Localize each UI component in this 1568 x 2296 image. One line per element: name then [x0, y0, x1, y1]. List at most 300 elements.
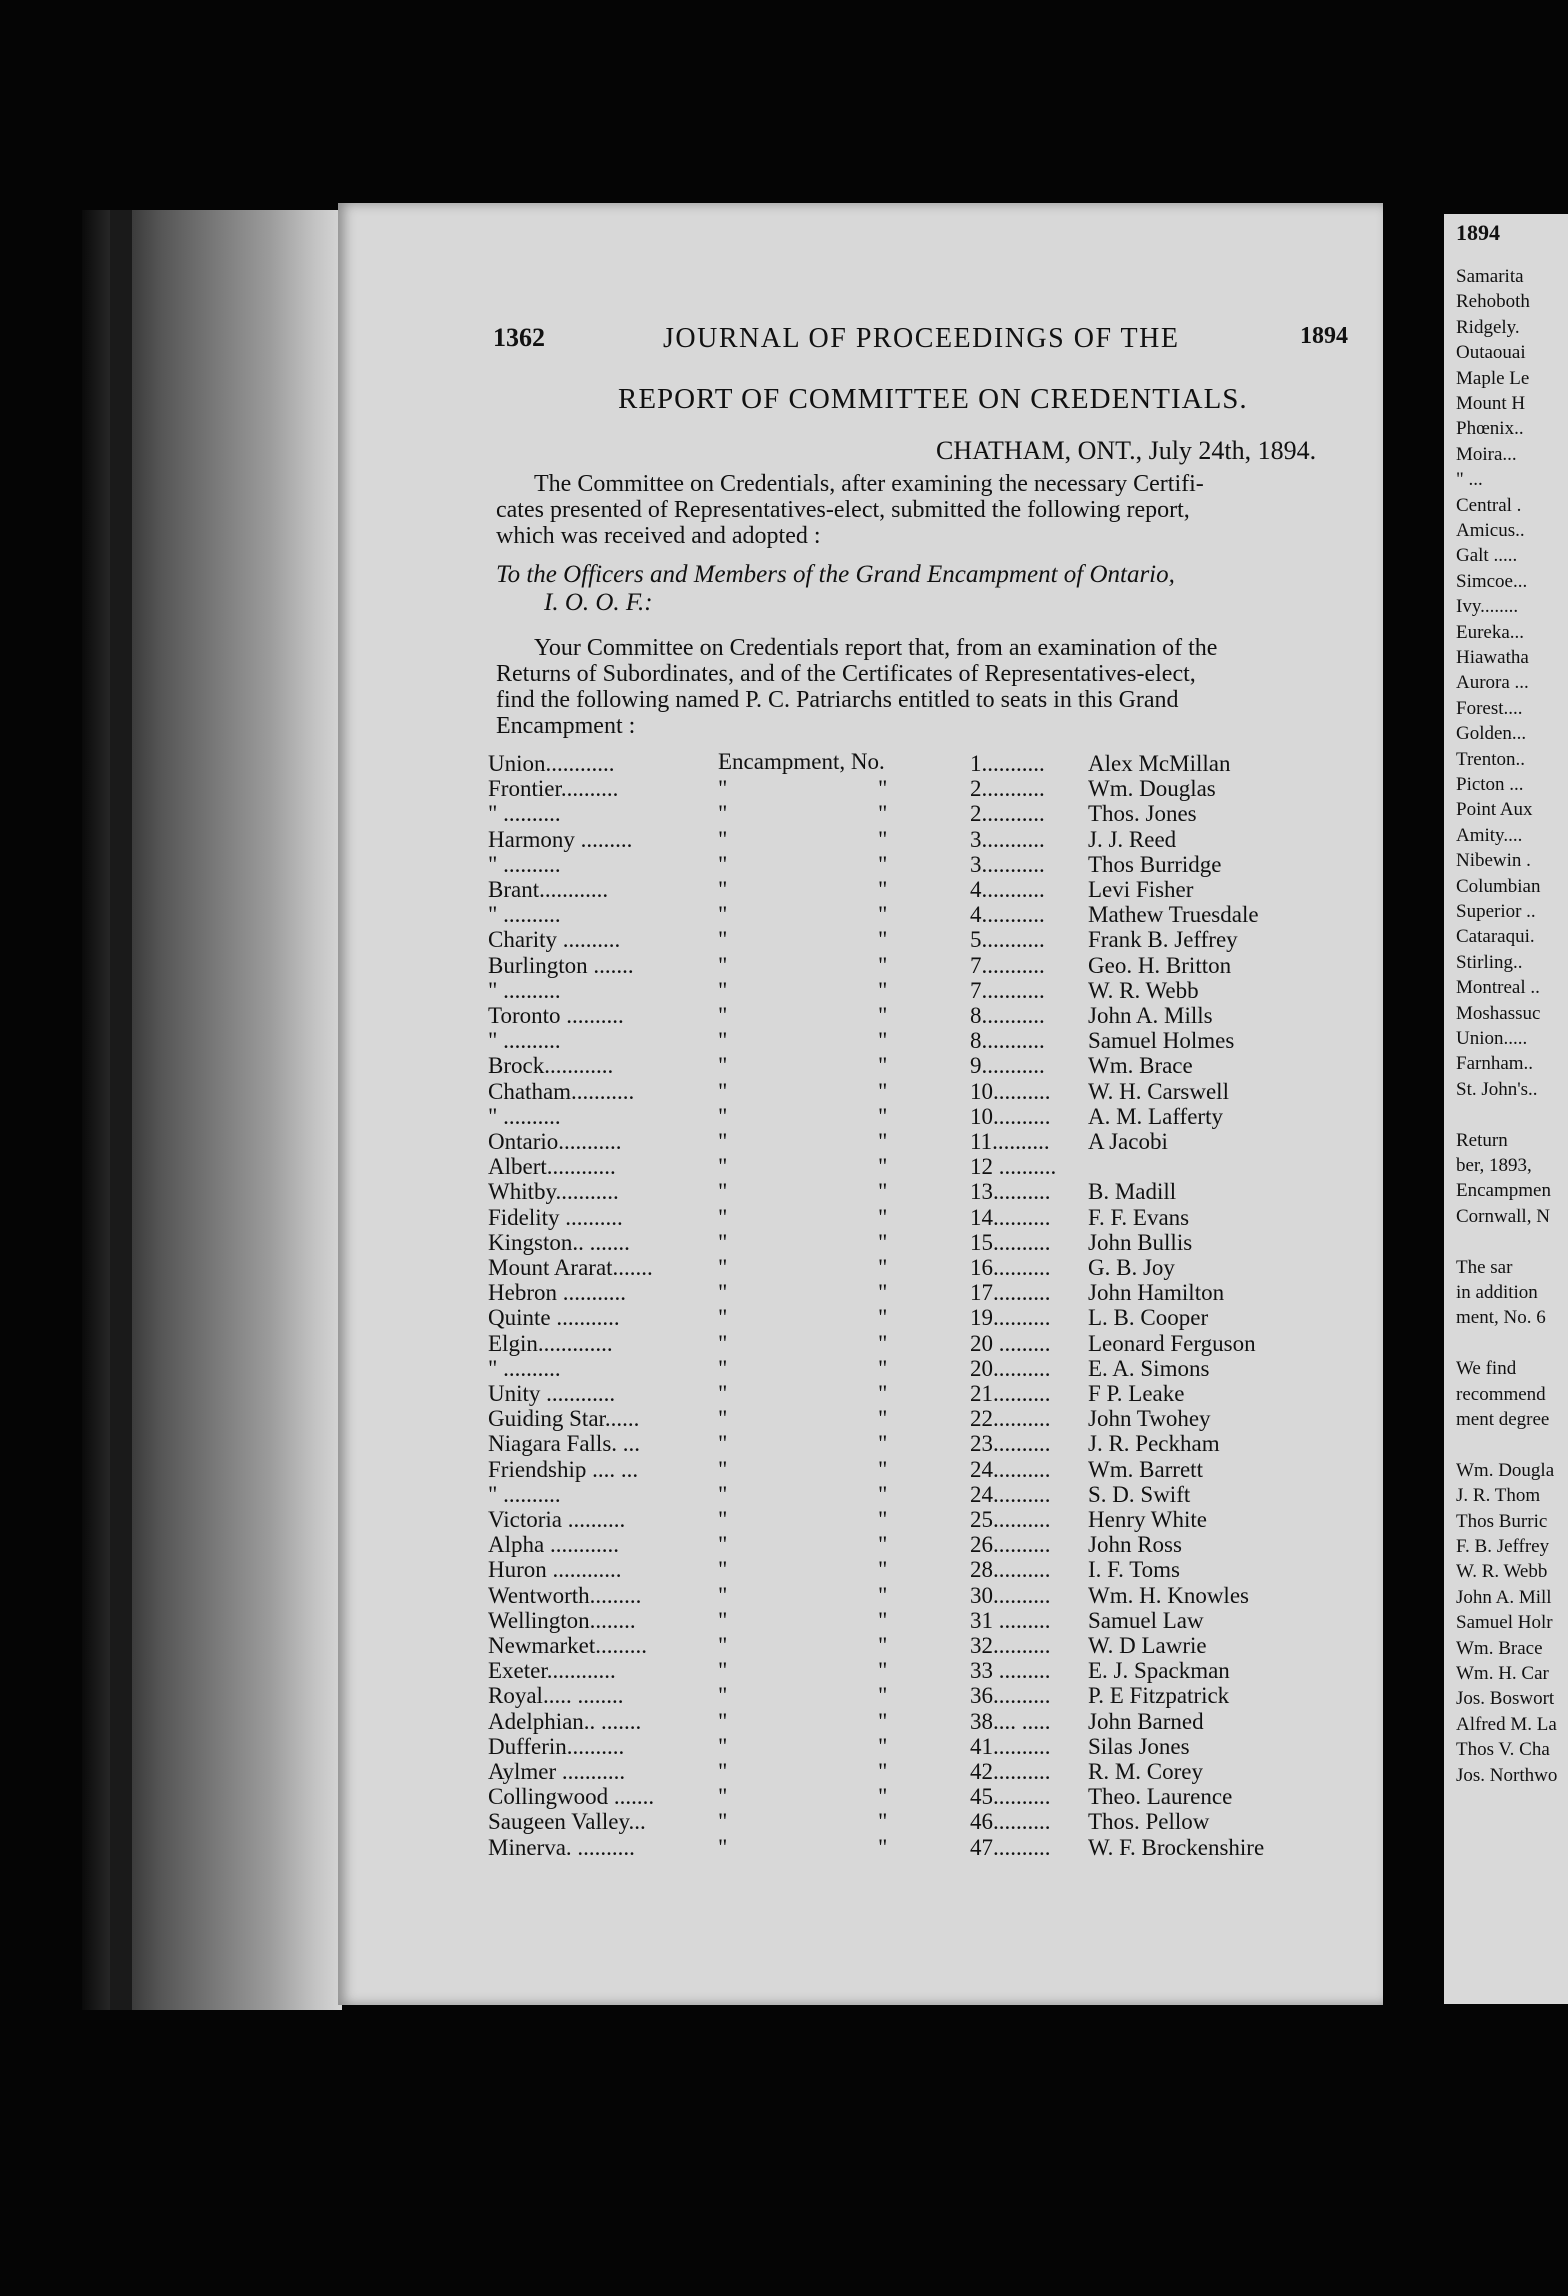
number-ditto: " [878, 1103, 888, 1129]
encampment-ditto: " [718, 1708, 728, 1734]
right-page-line: ber, 1893, [1456, 1155, 1532, 1176]
entry-row [488, 1431, 1368, 1457]
lodge-name: Kingston.. ....... [488, 1229, 630, 1255]
right-page-line: F. B. Jeffrey [1456, 1536, 1550, 1557]
representative-name: John A. Mills [1088, 1003, 1213, 1028]
right-page-line: Samarita [1456, 266, 1524, 287]
right-page-line: Mount H [1456, 393, 1526, 414]
right-page-line: Stirling.. [1456, 951, 1523, 973]
representative-name: Thos Burridge [1088, 851, 1222, 877]
right-page-line: ment, No. 6 [1456, 1307, 1546, 1329]
encampment-ditto: " [718, 1255, 728, 1280]
lodge-name: " .......... [488, 1028, 561, 1054]
representative-name: S. D. Swift [1088, 1481, 1191, 1507]
encampment-number: 28.......... [970, 1557, 1051, 1583]
running-head: JOURNAL OF PROCEEDINGS OF THE [663, 323, 1180, 354]
right-page-line: Forest.... [1456, 697, 1523, 719]
entry-row [488, 1835, 1368, 1861]
number-ditto: " [878, 1003, 888, 1028]
encampment-number: 36.......... [970, 1683, 1051, 1709]
representative-name: F P. Leake [1088, 1381, 1185, 1406]
encampment-number: 46.......... [970, 1809, 1051, 1835]
encampment-number: 47.......... [970, 1834, 1051, 1860]
lodge-name: " .......... [488, 851, 561, 877]
entry-row [488, 776, 1368, 802]
entry-row [488, 902, 1368, 928]
representative-name: W. D Lawrie [1088, 1633, 1207, 1658]
representative-name: Alex McMillan [1088, 751, 1231, 776]
report-title: REPORT OF COMMITTEE ON CREDENTIALS. [618, 383, 1248, 415]
encampment-ditto: " [718, 902, 728, 928]
right-page-line: Wm. H. Car [1456, 1663, 1549, 1684]
intro-paragraph [496, 471, 1356, 549]
right-page-line: Amity.... [1456, 824, 1523, 846]
representative-name: John Barned [1088, 1708, 1204, 1734]
encampment-number: 11.......... [970, 1129, 1050, 1154]
right-page-line: Ivy........ [1456, 596, 1519, 618]
representative-name: Frank B. Jeffrey [1088, 927, 1238, 953]
right-page-line: The sar [1456, 1256, 1513, 1278]
right-page-line: recommend [1456, 1383, 1546, 1405]
number-ditto: " [878, 1229, 888, 1255]
encampment-number: 3........... [970, 826, 1045, 852]
encampment-number: 5........... [970, 927, 1045, 953]
right-page-fragment [1444, 214, 1568, 2004]
right-page-line: Trenton.. [1456, 748, 1525, 770]
encampment-number: 26.......... [970, 1532, 1051, 1558]
encampment-number: 24.......... [970, 1481, 1051, 1507]
lodge-name: Friendship .... ... [488, 1456, 639, 1482]
number-ditto: " [878, 1129, 888, 1154]
right-page-line: Moshassuc [1456, 1002, 1541, 1024]
representative-name: J. J. Reed [1088, 826, 1177, 852]
right-page-line: Thos V. Cha [1456, 1739, 1550, 1761]
number-ditto: " [878, 1507, 888, 1532]
number-ditto: " [878, 1028, 888, 1054]
right-page-line: ment degree [1456, 1409, 1550, 1430]
lodge-name: Minerva. .......... [488, 1834, 635, 1860]
encampment-ditto: " [718, 1381, 728, 1406]
header-year: 1894 [1300, 323, 1348, 349]
lodge-name: Aylmer ........... [488, 1759, 626, 1784]
representative-name: John Bullis [1088, 1229, 1193, 1255]
encampment-ditto: " [718, 1431, 728, 1457]
encampment-ditto: " [718, 1330, 728, 1356]
encampment-number: 7........... [970, 952, 1045, 978]
lodge-name: Ontario........... [488, 1129, 622, 1154]
number-ditto: " [878, 1532, 888, 1558]
encampment-ditto: " [718, 1129, 728, 1154]
entry-row [488, 1709, 1368, 1735]
right-page-line: Jos. Boswort [1456, 1688, 1555, 1710]
right-page-line: Galt ..... [1456, 545, 1518, 567]
book-spine-edge [110, 210, 132, 2010]
right-page-line: Simcoe... [1456, 570, 1528, 592]
lodge-name: Elgin............. [488, 1330, 613, 1356]
entry-row [488, 1305, 1368, 1331]
encampment-number: 41.......... [970, 1733, 1051, 1759]
encampment-number: 17.......... [970, 1280, 1051, 1306]
encampment-number: 15.......... [970, 1229, 1051, 1255]
representative-name: Levi Fisher [1088, 877, 1194, 902]
lodge-name: Burlington ....... [488, 952, 634, 978]
right-page-line: Rehoboth [1456, 291, 1530, 313]
number-ditto: " [878, 1305, 888, 1331]
number-ditto: " [878, 776, 888, 802]
encampment-ditto: " [718, 952, 728, 978]
right-page-line: Cataraqui. [1456, 926, 1535, 948]
entry-row [488, 1406, 1368, 1432]
number-ditto: " [878, 1204, 888, 1230]
encampment-ditto: " [718, 1733, 728, 1759]
entry-row [488, 801, 1368, 827]
number-ditto: " [878, 851, 888, 877]
right-page-line: Return [1456, 1129, 1508, 1151]
lodge-name: Albert............ [488, 1154, 616, 1180]
lodge-name: " .......... [488, 1481, 561, 1507]
representative-name: W. F. Brockenshire [1088, 1834, 1265, 1860]
entry-row [488, 852, 1368, 878]
lodge-name: Saugeen Valley... [488, 1809, 646, 1835]
body-line: Your Committee on Credentials report that, from an examination of the [534, 635, 1218, 661]
entry-row [488, 877, 1368, 903]
entry-row [488, 1608, 1368, 1634]
encampment-ditto: " [718, 1784, 728, 1810]
right-page-line: St. John's.. [1456, 1078, 1538, 1100]
number-ditto: " [878, 1582, 888, 1608]
encampment-ditto: " [718, 927, 728, 953]
number-ditto: " [878, 1406, 888, 1432]
encampment-number: 10.......... [970, 1103, 1051, 1129]
right-page-line: Jos. Northwo [1456, 1764, 1558, 1786]
lodge-name: Royal..... ........ [488, 1683, 624, 1709]
page-header [338, 323, 1383, 363]
number-ditto: " [878, 1784, 888, 1810]
encampment-number: 45.......... [970, 1784, 1051, 1810]
address-line: To the Officers and Members of the Grand Encampment of Ontario, [496, 561, 1175, 588]
number-ditto: " [878, 1809, 888, 1835]
entry-row [488, 1230, 1368, 1256]
lodge-name: Newmarket......... [488, 1633, 648, 1658]
entry-row [488, 1154, 1368, 1180]
number-ditto: " [878, 1355, 888, 1381]
encampment-ditto: " [718, 1078, 728, 1104]
encampment-ditto: " [718, 1633, 728, 1658]
entry-row [488, 1205, 1368, 1231]
encampment-ditto: " [718, 776, 728, 802]
lodge-name: Union............ [488, 751, 615, 776]
encampment-ditto: " [718, 1557, 728, 1583]
number-ditto: " [878, 1456, 888, 1482]
lodge-name: Wellington........ [488, 1607, 636, 1633]
representative-name: Wm. Barrett [1088, 1456, 1203, 1482]
encampment-ditto: " [718, 1683, 728, 1709]
lodge-name: Alpha ............ [488, 1532, 619, 1558]
right-page-line: Columbian [1456, 875, 1541, 897]
lodge-name: Brock............ [488, 1053, 614, 1079]
entry-row [488, 1482, 1368, 1508]
right-page-line: Union..... [1456, 1028, 1528, 1049]
intro-line: The Committee on Credentials, after examining the necessary Certifi- [534, 471, 1204, 497]
right-page-line: Point Aux [1456, 799, 1533, 821]
representative-name: J. R. Peckham [1088, 1431, 1220, 1457]
representative-name: Henry White [1088, 1507, 1208, 1532]
representative-name: I. F. Toms [1088, 1557, 1180, 1583]
entry-row [488, 1179, 1368, 1205]
encampment-ditto: " [718, 1305, 728, 1331]
entry-row [488, 1557, 1368, 1583]
entry-row [488, 1255, 1368, 1281]
intro-line: which was received and adopted : [496, 523, 821, 549]
right-page-line: Picton ... [1456, 774, 1524, 795]
body-line: Encampment : [496, 713, 636, 739]
lodge-name: " .......... [488, 801, 561, 827]
encampment-ditto: " [718, 877, 728, 902]
lodge-name: Quinte ........... [488, 1305, 620, 1331]
address [496, 561, 1356, 617]
right-page-line: Wm. Brace [1456, 1637, 1543, 1659]
encampment-number: 25.......... [970, 1507, 1051, 1532]
lodge-name: Charity .......... [488, 927, 621, 953]
encampment-number: 10.......... [970, 1078, 1051, 1104]
number-ditto: " [878, 952, 888, 978]
representative-name: Samuel Holmes [1088, 1028, 1235, 1054]
number-ditto: " [878, 1759, 888, 1784]
number-ditto: " [878, 1607, 888, 1633]
encampment-ditto: " [718, 1229, 728, 1255]
right-page-line: Alfred M. La [1456, 1713, 1557, 1735]
lodge-name: " .......... [488, 902, 561, 928]
number-ditto: " [878, 1633, 888, 1658]
body-line: Returns of Subordinates, and of the Certificates of Representatives-elect, [496, 661, 1196, 687]
right-page-line: Superior .. [1456, 901, 1536, 922]
encampment-number: 42.......... [970, 1759, 1051, 1784]
encampment-number: 19.......... [970, 1305, 1051, 1331]
lodge-name: " .......... [488, 977, 561, 1003]
entry-row [488, 927, 1368, 953]
lodge-name: Niagara Falls. ... [488, 1431, 641, 1457]
right-page-line: " ... [1456, 469, 1483, 491]
entry-row [488, 1759, 1368, 1785]
encampment-number: 14.......... [970, 1204, 1051, 1230]
representative-name: A Jacobi [1088, 1129, 1168, 1154]
encampment-number: 21.......... [970, 1381, 1051, 1406]
representative-name: R. M. Corey [1088, 1759, 1203, 1784]
entry-row [488, 1633, 1368, 1659]
right-page-line: Maple Le [1456, 367, 1530, 389]
encampment-ditto: " [718, 1406, 728, 1432]
right-page-line: John A. Mill [1456, 1586, 1552, 1608]
encampment-number: 22.......... [970, 1406, 1051, 1432]
encampment-ditto: " [718, 1658, 728, 1684]
representative-name: Wm. Douglas [1088, 776, 1216, 802]
encampment-number: 9........... [970, 1053, 1045, 1079]
number-ditto: " [878, 1053, 888, 1079]
dateline: CHATHAM, ONT., July 24th, 1894. [936, 436, 1317, 465]
representative-name: Theo. Laurence [1088, 1784, 1233, 1810]
number-ditto: " [878, 1179, 888, 1205]
encampment-number: 13.......... [970, 1179, 1051, 1205]
lodge-name: Brant............ [488, 877, 609, 902]
encampment-number: 30.......... [970, 1582, 1051, 1608]
right-page-line: W. R. Webb [1456, 1561, 1548, 1583]
encampment-number: 1........... [970, 751, 1045, 776]
number-ditto: " [878, 902, 888, 928]
encampment-ditto: " [718, 1355, 728, 1381]
encampment-number: 32.......... [970, 1633, 1051, 1658]
representative-name: John Twohey [1088, 1406, 1211, 1432]
number-ditto: " [878, 927, 888, 953]
entry-row [488, 1734, 1368, 1760]
encampment-ditto: " [718, 1607, 728, 1633]
representative-name: Thos. Pellow [1088, 1809, 1210, 1835]
encampment-ditto: " [718, 801, 728, 827]
representative-name: W. H. Carswell [1088, 1078, 1229, 1104]
lodge-name: Frontier.......... [488, 776, 619, 802]
encampment-ditto: " [718, 1204, 728, 1230]
right-page-year: 1894 [1456, 220, 1500, 245]
lodge-name: " .......... [488, 1355, 561, 1381]
entry-row [488, 978, 1368, 1004]
entry-row [488, 1507, 1368, 1533]
column-head: Encampment, No. [718, 749, 885, 774]
representative-name: F. F. Evans [1088, 1204, 1190, 1230]
representative-name: John Hamilton [1088, 1280, 1225, 1306]
representative-name: A. M. Lafferty [1088, 1103, 1223, 1129]
lodge-name: Collingwood ....... [488, 1784, 655, 1810]
number-ditto: " [878, 1557, 888, 1583]
right-page-line: Ridgely. [1456, 316, 1520, 338]
lodge-name: Victoria .......... [488, 1507, 626, 1532]
right-page-line: J. R. Thom [1456, 1485, 1541, 1507]
entry-row [488, 1003, 1368, 1029]
representative-name: Thos. Jones [1088, 801, 1197, 827]
lodge-name: Guiding Star...... [488, 1406, 640, 1432]
entry-row [488, 1457, 1368, 1483]
entry-row [488, 1381, 1368, 1407]
encampment-number: 12 .......... [970, 1154, 1057, 1180]
right-page-line: We find [1456, 1358, 1517, 1380]
encampment-ditto: " [718, 1103, 728, 1129]
number-ditto: " [878, 1683, 888, 1709]
encampment-ditto: " [718, 1179, 728, 1205]
entry-row [488, 1809, 1368, 1835]
representative-name: B. Madill [1088, 1179, 1177, 1205]
lodge-name: Exeter............ [488, 1658, 616, 1684]
encampment-number: 2........... [970, 801, 1045, 827]
right-page-line: Encampmen [1456, 1180, 1551, 1202]
number-ditto: " [878, 1255, 888, 1280]
encampment-ditto: " [718, 1053, 728, 1079]
representative-name: P. E Fitzpatrick [1088, 1683, 1230, 1709]
right-page-line: Thos Burric [1456, 1510, 1548, 1532]
lodge-name: " .......... [488, 1103, 561, 1129]
lodge-name: Huron ............ [488, 1557, 622, 1583]
encampment-ditto: " [718, 1532, 728, 1558]
encampment-ditto: " [718, 977, 728, 1003]
lodge-name: Toronto .......... [488, 1003, 624, 1028]
encampment-ditto: " [718, 826, 728, 852]
encampment-ditto: " [718, 1809, 728, 1835]
representative-name: Wm. H. Knowles [1088, 1582, 1249, 1608]
right-page-line: Amicus.. [1456, 520, 1525, 541]
number-ditto: " [878, 877, 888, 902]
lodge-name: Wentworth......... [488, 1582, 642, 1608]
number-ditto: " [878, 801, 888, 827]
entry-row [488, 953, 1368, 979]
entry-row [488, 1129, 1368, 1155]
lodge-name: Harmony ......... [488, 826, 633, 852]
intro-line: cates presented of Representatives-elect, submitted the following report, [496, 497, 1190, 523]
right-page-line: Samuel Holr [1456, 1612, 1553, 1634]
encampment-number: 3........... [970, 851, 1045, 877]
encampment-number: 2........... [970, 776, 1045, 802]
encampment-number: 8........... [970, 1028, 1045, 1054]
entry-row [488, 1331, 1368, 1357]
encampment-number: 38.... ..... [970, 1708, 1051, 1734]
entry-row [488, 1356, 1368, 1382]
body-paragraph [496, 635, 1356, 739]
lodge-name: Chatham........... [488, 1078, 635, 1104]
number-ditto: " [878, 1381, 888, 1406]
entry-row [488, 1028, 1368, 1054]
right-page-line: Hiawatha [1456, 647, 1529, 668]
right-page-line: Aurora ... [1456, 672, 1529, 694]
right-page-line: Cornwall, N [1456, 1205, 1550, 1227]
representative-name: L. B. Cooper [1088, 1305, 1209, 1331]
entry-row [488, 1532, 1368, 1558]
number-ditto: " [878, 1431, 888, 1457]
right-page-line: Eureka... [1456, 621, 1525, 643]
encampment-ditto: " [718, 1582, 728, 1608]
representative-name: John Ross [1088, 1532, 1182, 1558]
entry-row [488, 1079, 1368, 1105]
entry-row [488, 1658, 1368, 1684]
encampment-number: 24.......... [970, 1456, 1051, 1482]
right-page-line: Wm. Dougla [1456, 1459, 1555, 1481]
right-page-line: Montreal .. [1456, 977, 1540, 999]
encampment-number: 33 ......... [970, 1658, 1051, 1684]
body-line: find the following named P. C. Patriarchs entitled to seats in this Grand [496, 687, 1179, 713]
representative-name: Mathew Truesdale [1088, 902, 1259, 928]
number-ditto: " [878, 1154, 888, 1180]
number-ditto: " [878, 1658, 888, 1684]
encampment-ditto: " [718, 1834, 728, 1860]
entry-row [488, 1280, 1368, 1306]
representative-name: Geo. H. Britton [1088, 952, 1232, 978]
encampment-number: 16.......... [970, 1255, 1051, 1280]
encampment-ditto: " [718, 1456, 728, 1482]
encampment-number: 23.......... [970, 1431, 1051, 1457]
encampment-ditto: " [718, 1759, 728, 1784]
lodge-name: Fidelity .......... [488, 1204, 623, 1230]
lodge-name: Dufferin.......... [488, 1733, 625, 1759]
lodge-name: Whitby........... [488, 1179, 619, 1205]
encampment-number: 8........... [970, 1003, 1045, 1028]
right-page-line: Moira... [1456, 443, 1517, 465]
entry-row [488, 1104, 1368, 1130]
encampment-ditto: " [718, 1028, 728, 1054]
number-ditto: " [878, 826, 888, 852]
left-page [338, 203, 1383, 2005]
page-number: 1362 [493, 323, 545, 352]
encampment-ditto: " [718, 851, 728, 877]
right-page-line: Central . [1456, 494, 1522, 516]
lodge-name: Mount Ararat....... [488, 1255, 653, 1280]
representative-name: Leonard Ferguson [1088, 1330, 1256, 1356]
representative-name: E. J. Spackman [1088, 1658, 1230, 1684]
encampment-number: 20 ......... [970, 1330, 1051, 1356]
